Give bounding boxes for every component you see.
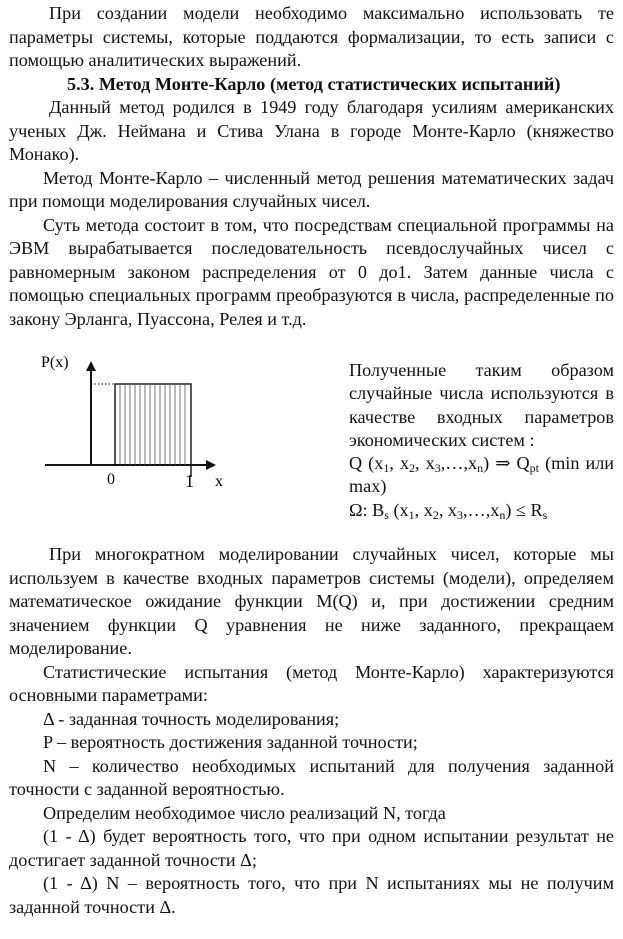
formula-objective: Q ($x_1$, $x_2$, $x_3,\dots,x_n$) ⇒ $Q_{pt}$ (min или max) <box>349 453 615 497</box>
paragraph: Суть метода состоит в том, что посредствам специальной программы на ЭВМ вырабатывается последовательность псевдослучайных чисел с равномерным законом распределения от 0 до1. Затем данные числа с помощью специальных программ преобразуются в числа, распределенные по закону Эрланга, Пуассона, Релея и т.д. <box>9 214 614 329</box>
list-item: P – вероятность достижения заданной точности; <box>43 732 418 752</box>
figure-row <box>9 353 615 522</box>
x-axis-label: x <box>215 473 223 490</box>
section-heading: 5.3. Метод Монте-Карло (метод статистических испытаний) <box>67 73 561 94</box>
formula-constraint: Ω: $B_s$ ($x_1$, $x_2$, $x_3,\dots,x_n) \le R_s$ <box>349 499 548 522</box>
y-axis-label: P(x) <box>41 354 69 371</box>
side-paragraph: Полученные таким образом случайные числа используются в качестве входных параметров экономических систем : <box>349 360 614 450</box>
paragraph: Определим необходимое число реализаций N, тогда <box>43 802 446 823</box>
list-item: Δ - заданная точность моделирования; <box>43 708 340 729</box>
document-page <box>9 2 614 919</box>
list-item: N – количество необходимых испытаний для получения заданной точности с заданной вероятностью. <box>9 755 614 799</box>
tick-0-label: 0 <box>107 471 115 488</box>
uniform-distribution-figure <box>9 353 259 519</box>
paragraph: (1 - Δ) N – вероятность того, что при N испытаниях мы не получим заданной точности Δ. <box>9 873 614 917</box>
density-rectangle <box>115 384 191 465</box>
paragraph: Статистические испытания (метод Монте-Карло) характеризуются основными параметрами: <box>9 661 614 705</box>
paragraph: При многократном моделировании случайных чисел, которые мы используем в качестве входных параметров системы (модели), определяем математическое ожидание функции M(Q) и, при достижении средним значением функции Q уравнения не ниже заданного, прекращаем моделирование. <box>9 544 614 658</box>
paragraph: При создании модели необходимо максимально использовать те параметры системы, которые поддаются формализации, то есть записи с помощью аналитических выражений. <box>9 3 614 70</box>
paragraph: (1 - Δ) будет вероятность того, что при одном испытании результат не достигает заданной точности Δ; <box>9 826 614 870</box>
tick-1-label: 1 <box>185 471 194 491</box>
paragraph: Данный метод родился в 1949 году благодаря усилиям американских ученых Дж. Неймана и Стива Улана в городе Монте-Карло (княжество Монако). <box>9 97 614 164</box>
side-text <box>349 359 614 522</box>
paragraph: Метод Монте-Карло – численный метод решения математических задач при помощи моделирования случайных чисел. <box>9 167 614 211</box>
